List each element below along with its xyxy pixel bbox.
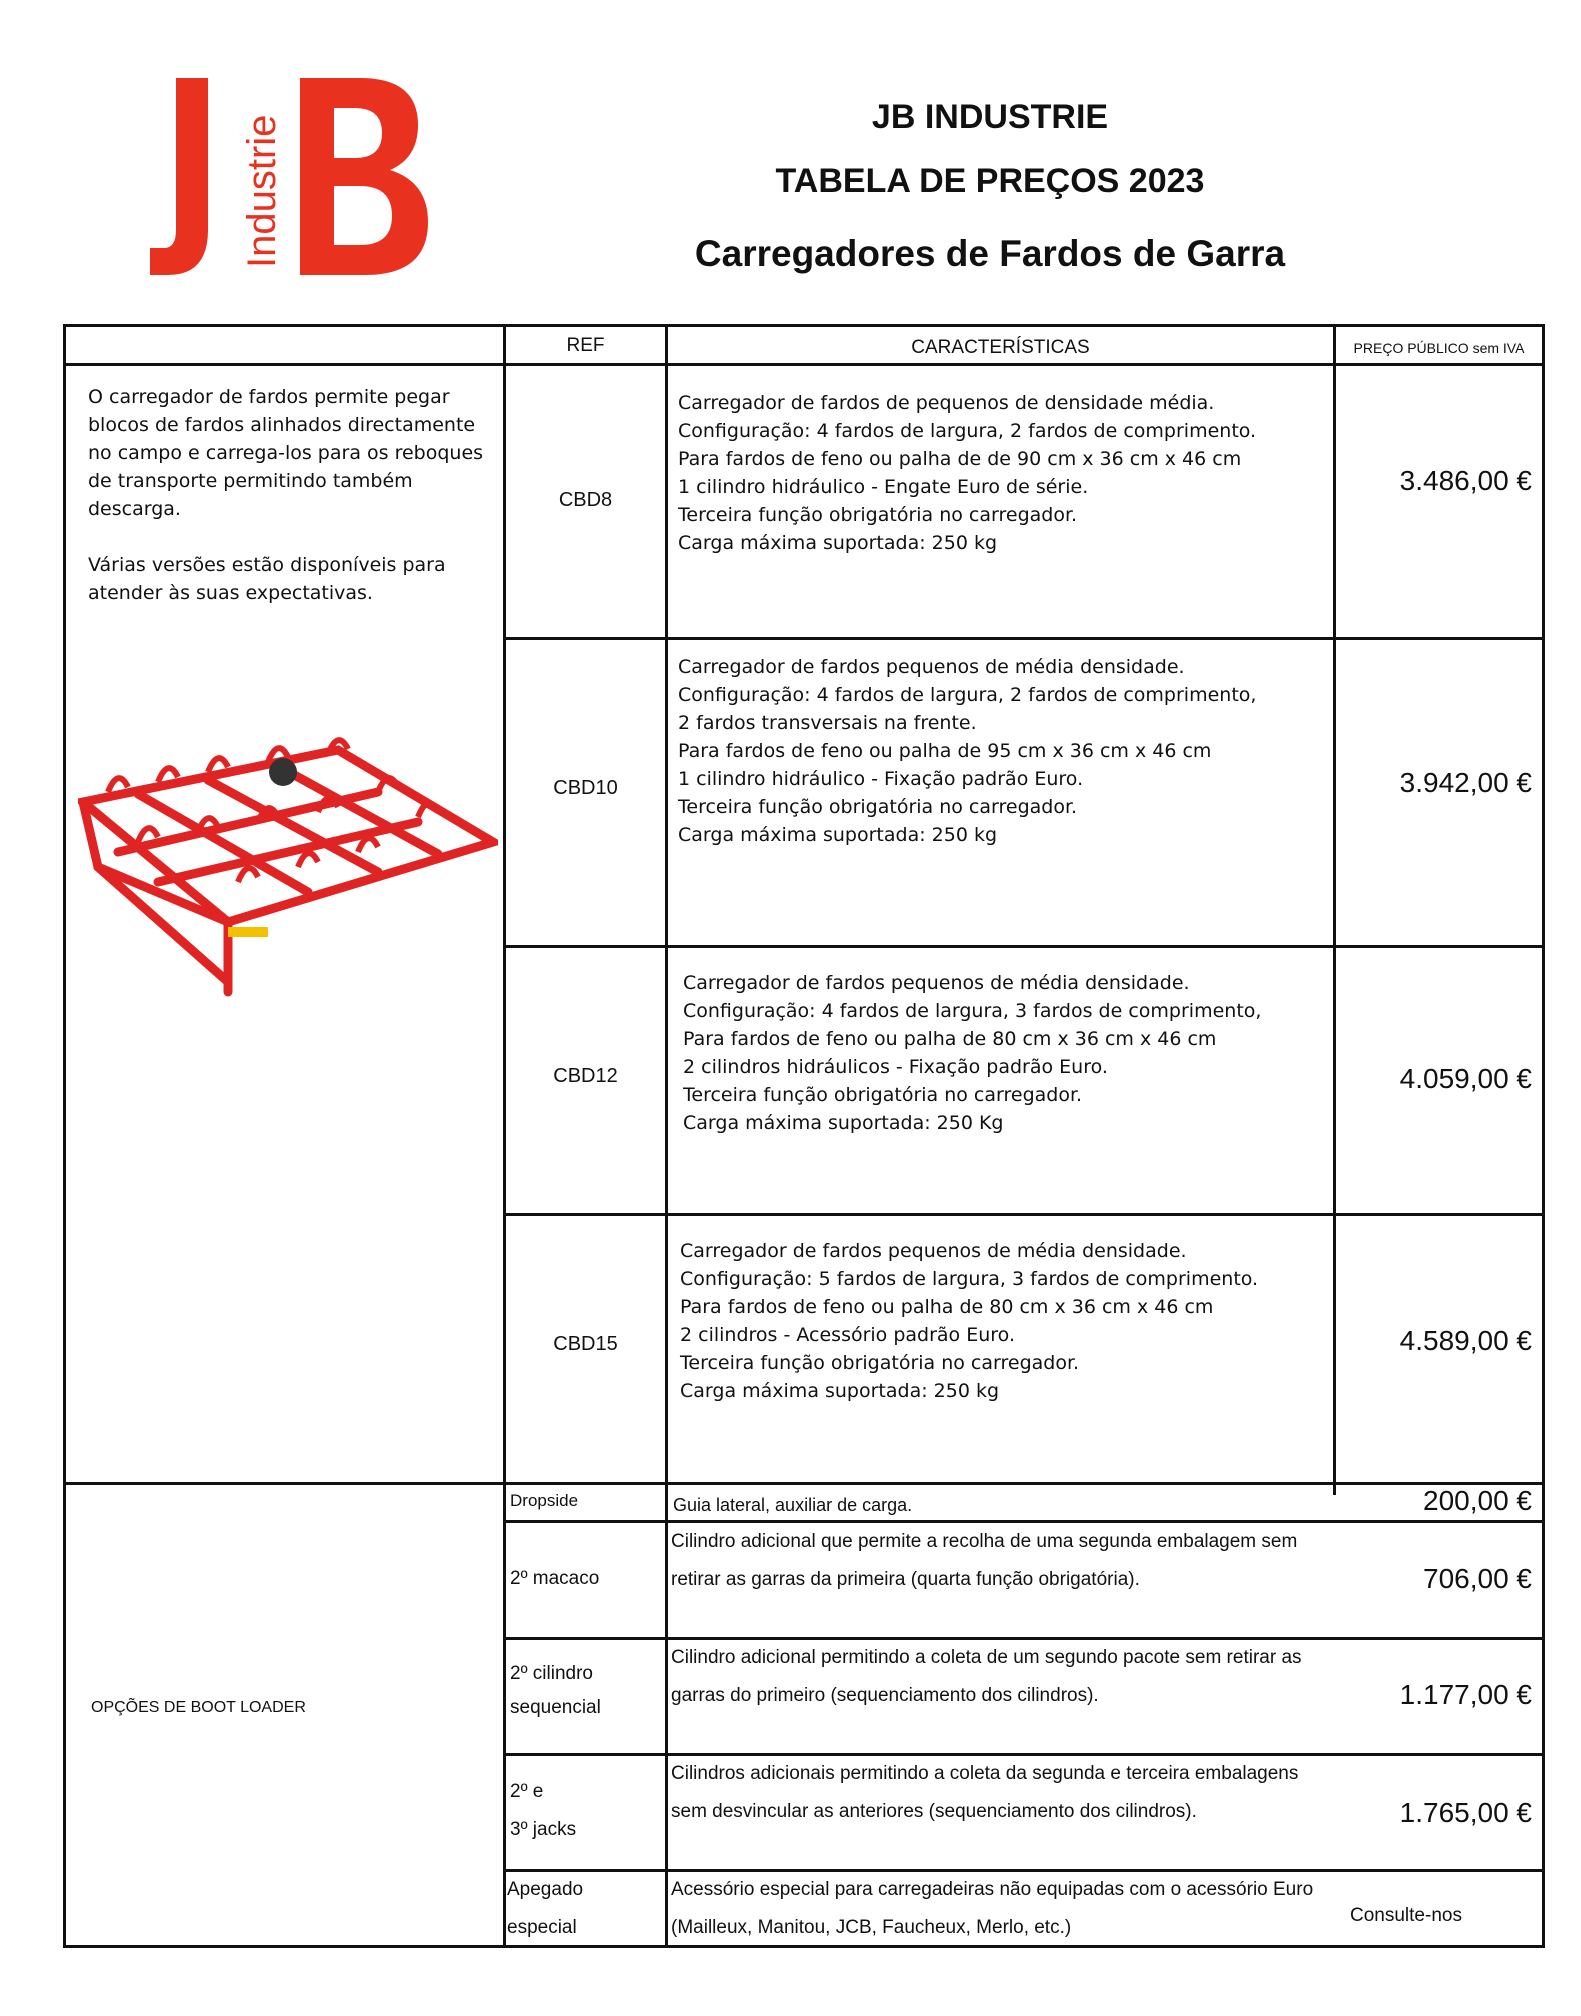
col-header-price: PREÇO PÚBLICO sem IVA bbox=[1353, 340, 1525, 356]
intro-text: O carregador de fardos permite pegar blocos de fardos alinhados directamente no campo e carrega-los para os reboques de transporte permitindo também descarga. Várias versões estão disponíveis para atender às suas expectativas. bbox=[88, 386, 484, 604]
product-ref-cbd10: CBD10 bbox=[553, 777, 618, 799]
option-price-special-coupler: Consulte-nos bbox=[1350, 1905, 1462, 1926]
company-name: JB INDUSTRIE bbox=[871, 98, 1109, 136]
product-line-title: Carregadores de Fardos de Garra bbox=[694, 233, 1286, 274]
product-ref-cbd12: CBD12 bbox=[553, 1065, 618, 1087]
bale-loader-illustration bbox=[78, 732, 498, 1002]
col-header-characteristics: CARACTERÍSTICAS bbox=[911, 337, 1090, 358]
product-price-cbd10: 3.942,00 € bbox=[1399, 767, 1532, 798]
option-ref-dropside: Dropside bbox=[510, 1491, 579, 1510]
option-desc-dropside: Guia lateral, auxiliar de carga. bbox=[673, 1495, 913, 1515]
product-price-cbd15: 4.589,00 € bbox=[1399, 1325, 1532, 1356]
product-price-cbd12: 4.059,00 € bbox=[1399, 1063, 1532, 1094]
svg-text:Industrie: Industrie bbox=[240, 114, 284, 268]
option-ref-2nd-sequential: 2º cilindro sequencial bbox=[510, 1663, 601, 1718]
company-logo bbox=[150, 70, 430, 285]
document-subtitle: TABELA DE PREÇOS 2023 bbox=[775, 162, 1205, 200]
option-ref-2nd-jack: 2º macaco bbox=[510, 1568, 600, 1589]
product-price-cbd8: 3.486,00 € bbox=[1399, 465, 1532, 496]
option-desc-2nd-sequential: Cilindro adicional permitindo a coleta de um segundo pacote sem retirar as garras do primeiro (sequenciamento dos cilindros). bbox=[671, 1647, 1302, 1706]
product-ref-cbd15: CBD15 bbox=[553, 1333, 618, 1355]
bale-loader-image bbox=[78, 732, 498, 1002]
option-price-2nd-jack: 706,00 € bbox=[1423, 1563, 1532, 1594]
option-desc-special-coupler: Acessório especial para carregadeiras não equipadas com o acessório Euro (Mailleux, Manitou, JCB, Faucheux, Merlo, etc.) bbox=[671, 1879, 1314, 1938]
price-table bbox=[63, 324, 1545, 1948]
product-ref-cbd8: CBD8 bbox=[558, 489, 613, 511]
jb-industrie-logo bbox=[150, 70, 430, 285]
product-desc-cbd10: Carregador de fardos pequenos de média densidade. Configuração: 4 fardos de largura, 2 fardos de comprimento, 2 fardos transversais na frente. Para fardos de feno ou palha de 95 cm x 36 cm x 46 cm 1 cilindro hidráulico - Fixação padrão Euro. Terceira função obrigatória no carregador. Carga máxima suportada: 250 kg bbox=[678, 656, 1257, 846]
options-label: OPÇÕES DE BOOT LOADER bbox=[91, 1699, 306, 1716]
option-desc-2nd-3rd-jacks: Cilindros adicionais permitindo a coleta da segunda e terceira embalagens sem desvincular as anteriores (sequenciamento dos cilindros). bbox=[671, 1763, 1299, 1822]
col-header-ref: REF bbox=[566, 335, 605, 356]
option-price-2nd-sequential: 1.177,00 € bbox=[1399, 1679, 1532, 1710]
option-price-2nd-3rd-jacks: 1.765,00 € bbox=[1399, 1797, 1532, 1828]
product-desc-cbd8: Carregador de fardos de pequenos de densidade média. Configuração: 4 fardos de largura, 2 fardos de comprimento. Para fardos de feno ou palha de de 90 cm x 36 cm x 46 cm 1 cilindro hidráulico - Engate Euro de série. Terceira função obrigatória no carregador. Carga máxima suportada: 250 kg bbox=[678, 392, 1257, 554]
option-ref-special-coupler: Apegado especial bbox=[507, 1879, 584, 1938]
option-price-dropside: 200,00 € bbox=[1423, 1485, 1532, 1516]
product-desc-cbd15: Carregador de fardos pequenos de média densidade. Configuração: 5 fardos de largura, 3 fardos de comprimento. Para fardos de feno ou palha de 80 cm x 36 cm x 46 cm 2 cilindros - Acessório padrão Euro. Terceira função obrigatória no carregador. Carga máxima suportada: 250 kg bbox=[680, 1240, 1259, 1402]
option-ref-2nd-3rd-jacks: 2º e 3º jacks bbox=[510, 1781, 577, 1840]
product-desc-cbd12: Carregador de fardos pequenos de média densidade. Configuração: 4 fardos de largura, 3 fardos de comprimento, Para fardos de feno ou palha de 80 cm x 36 cm x 46 cm 2 cilindros hidráulicos - Fixação padrão Euro. Terceira função obrigatória no carregador. Carga máxima suportada: 250 Kg bbox=[683, 972, 1262, 1134]
option-desc-2nd-jack: Cilindro adicional que permite a recolha de uma segunda embalagem sem retirar as garras da primeira (quarta função obrigatória). bbox=[671, 1531, 1298, 1590]
document-header bbox=[620, 85, 1360, 289]
